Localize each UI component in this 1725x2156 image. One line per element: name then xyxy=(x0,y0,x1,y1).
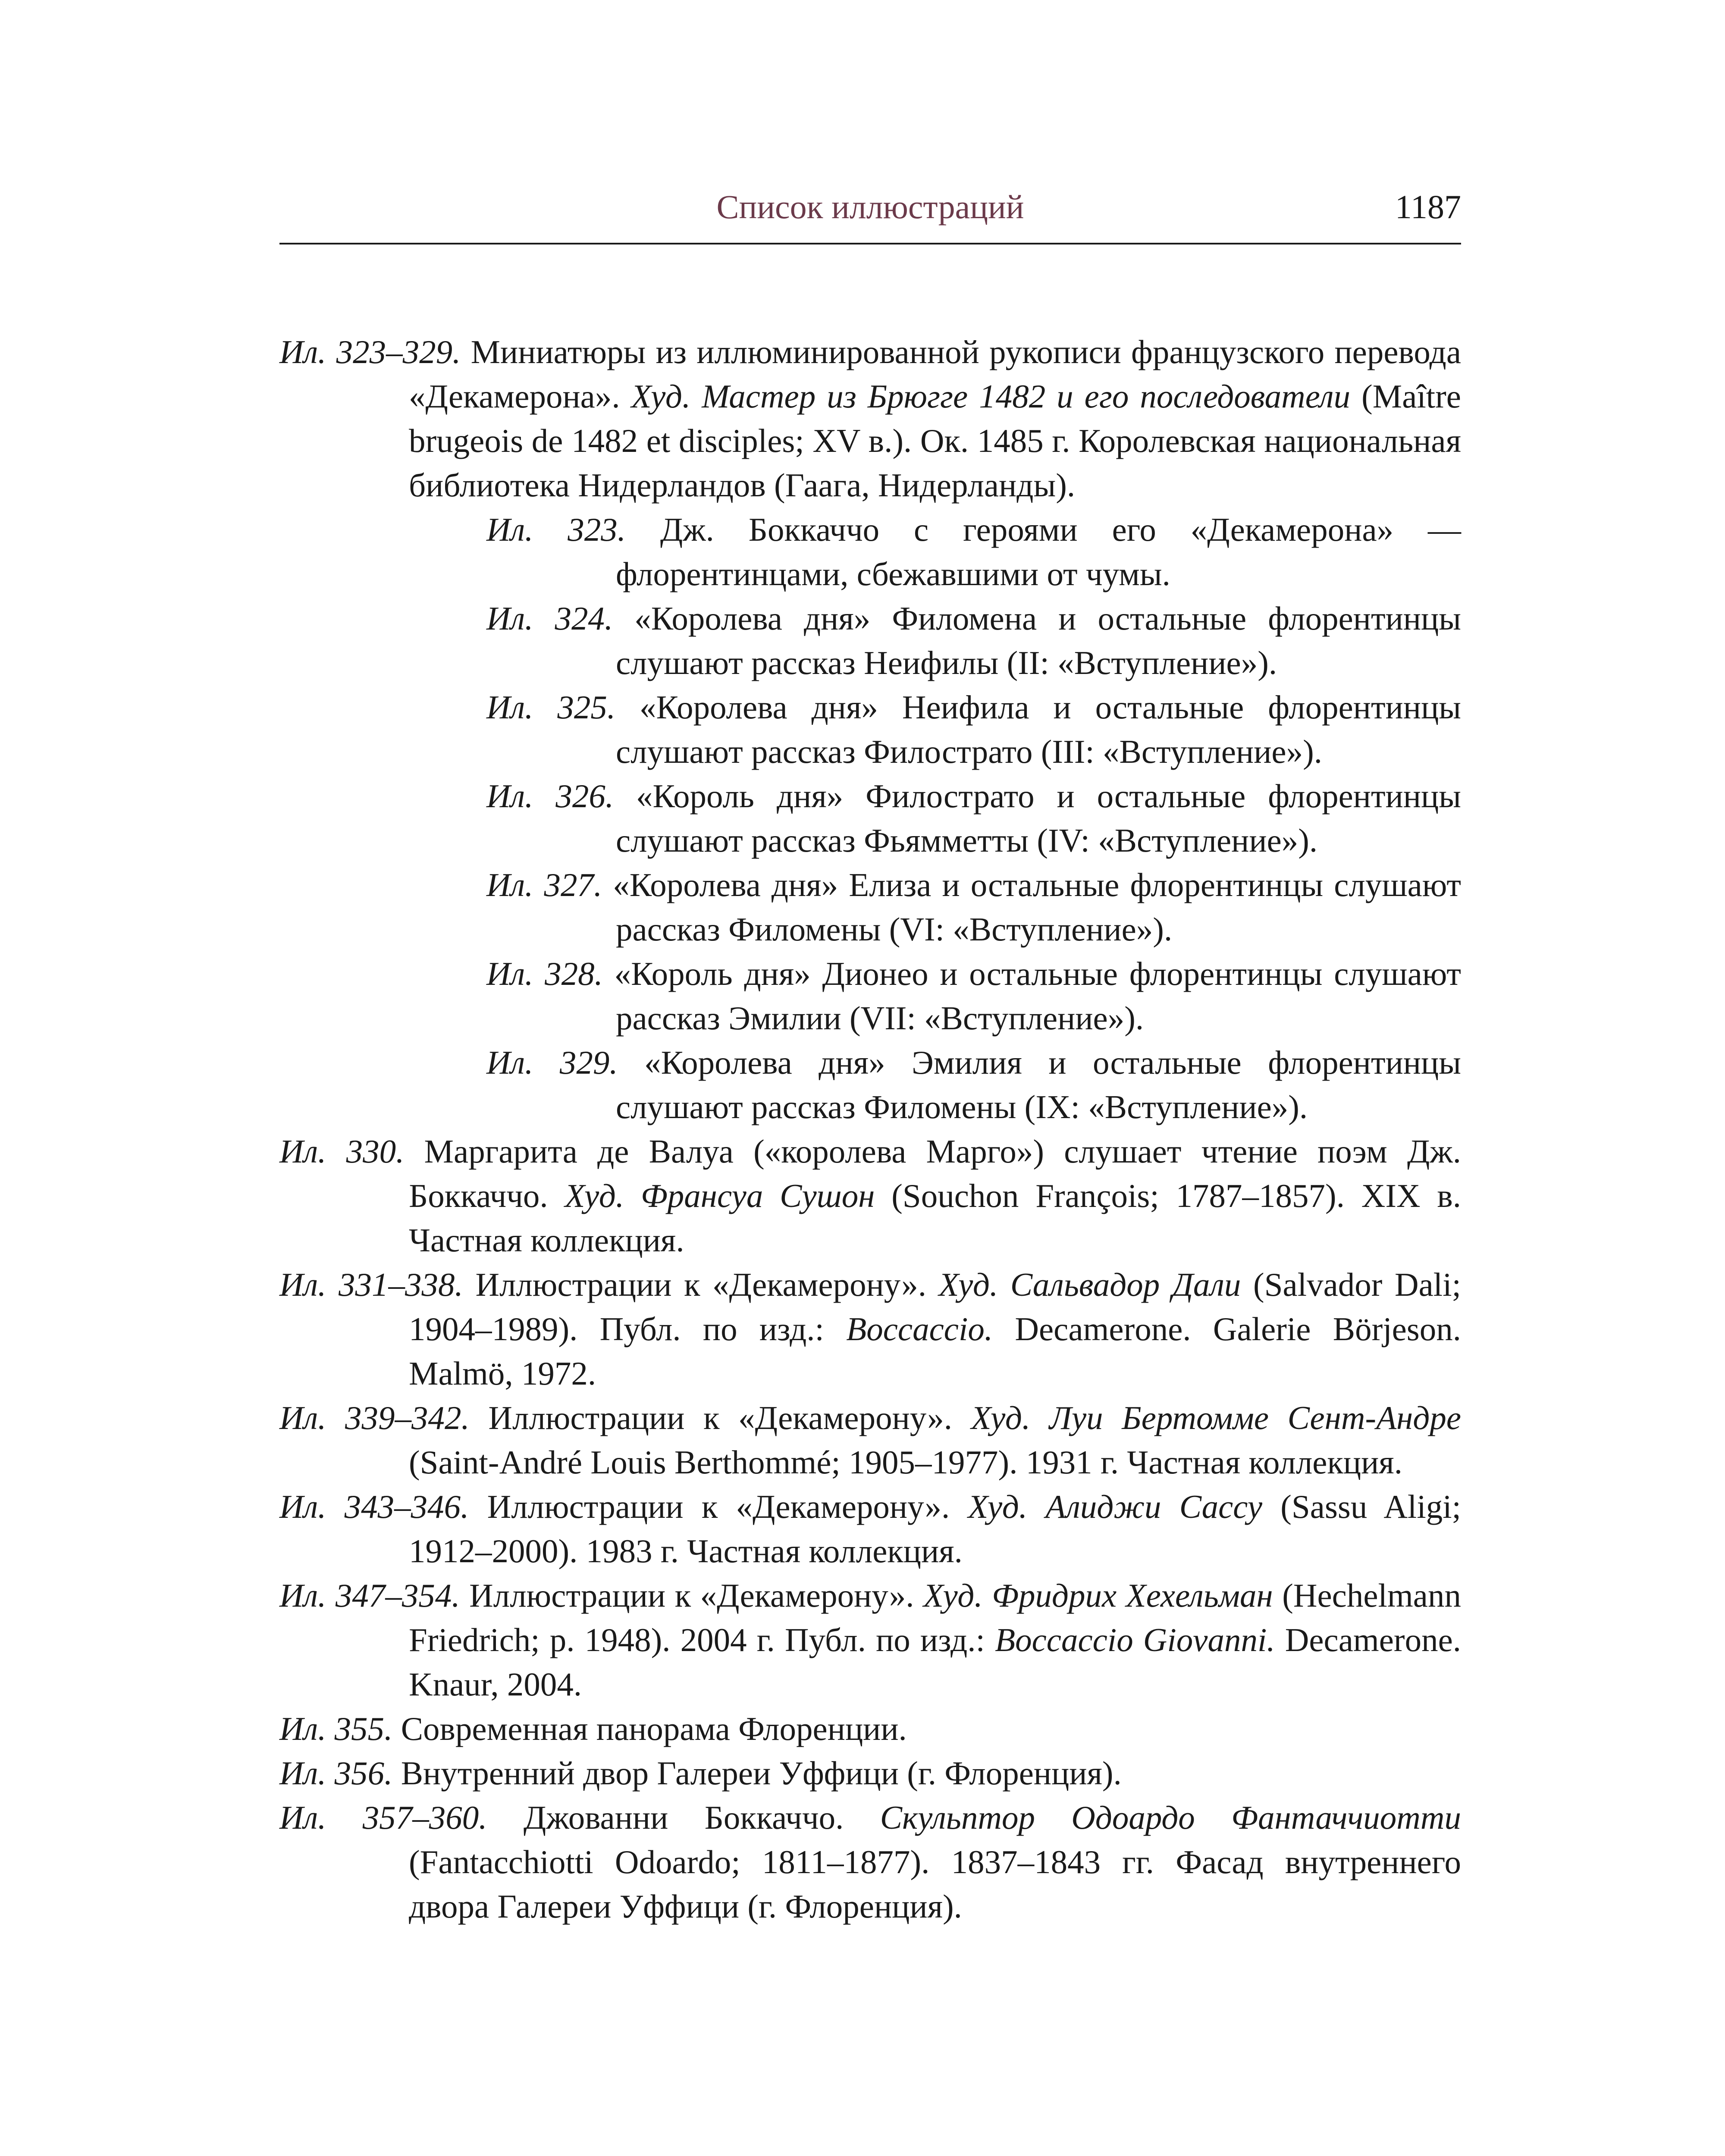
entry-text: Дж. Боккаччо с героями его «Декамерона» — флорентинцами, сбежавшими от чумы. xyxy=(616,511,1461,592)
artist-name: Скульптор Одоардо Фантаччиотти xyxy=(880,1799,1461,1836)
entry-text: (Maître brugeois de 1482 et disciples; XV в.). Ок. 1485 г. Королевская национальная библиотека Нидерландов (Гаага, Нидерланды). xyxy=(409,378,1461,504)
artist-name: Худ. Мастер из Брюгге 1482 и его последователи xyxy=(631,378,1351,415)
artist-name: Худ. Сальвадор Дали xyxy=(938,1266,1241,1303)
running-title: Список иллюстраций xyxy=(716,188,1024,226)
illustration-label: Ил. 325. xyxy=(486,689,616,726)
list-item xyxy=(279,1751,1461,1796)
sub-list-item xyxy=(486,1040,1461,1129)
illustration-label: Ил. 323–329. xyxy=(279,333,461,370)
entry-text: Decamerone. Knaur, 2004. xyxy=(409,1621,1462,1703)
list-item xyxy=(279,1263,1461,1396)
list-item xyxy=(279,1485,1461,1573)
page-number: 1187 xyxy=(1395,188,1461,226)
sub-list-item xyxy=(486,774,1461,863)
entry-text: (Hechelmann Friedrich; р. 1948). 2004 г. Публ. по изд.: xyxy=(409,1577,1461,1658)
header-rule xyxy=(279,243,1461,244)
illustration-label: Ил. 343–346. xyxy=(279,1488,469,1525)
artist-name: Худ. Алиджи Сассу xyxy=(968,1488,1263,1525)
illustration-label: Ил. 356. xyxy=(279,1755,393,1792)
illustration-label: Ил. 328. xyxy=(486,955,603,992)
entry-text: Decamerone. Galerie Börjeson. Malmö, 1972. xyxy=(409,1310,1462,1392)
entry-text: «Король дня» Дионео и остальные флорентинцы слушают рассказ Эмилии (VII: «Вступление»). xyxy=(602,955,1461,1037)
illustration-label: Ил. 355. xyxy=(279,1710,393,1747)
entry-text: «Королева дня» Филомена и остальные флорентинцы слушают рассказ Неифилы (II: «Вступление»). xyxy=(613,600,1462,681)
illustration-list xyxy=(279,330,1461,1929)
list-item xyxy=(279,1707,1461,1751)
entry-text: Иллюстрации к «Декамерону». xyxy=(460,1577,923,1614)
artist-name: Худ. Франсуа Сушон xyxy=(565,1177,875,1214)
entry-text: «Королева дня» Неифила и остальные флорентинцы слушают рассказ Филострато (III: «Вступление»). xyxy=(615,689,1462,770)
illustration-label: Ил. 323. xyxy=(486,511,626,548)
list-item xyxy=(279,1573,1461,1707)
illustration-label: Ил. 331–338. xyxy=(279,1266,463,1303)
source-author: Boccaccio. xyxy=(846,1310,993,1348)
illustration-label: Ил. 324. xyxy=(486,600,613,637)
entry-text: Маргарита де Валуа («королева Марго») слушает чтение поэм Дж. Боккаччо. xyxy=(404,1133,1461,1214)
sub-list-item xyxy=(486,508,1461,596)
entry-text: (Saint-André Louis Berthommé; 1905–1977). 1931 г. Частная коллекция. xyxy=(409,1444,1402,1481)
source-author: Boccaccio Giovanni. xyxy=(995,1621,1275,1658)
entry-text: Джованни Боккаччо. xyxy=(487,1799,880,1836)
entry-text: Иллюстрации к «Декамерону». xyxy=(469,1488,968,1525)
illustration-label: Ил. 329. xyxy=(486,1044,618,1081)
list-item xyxy=(279,1396,1461,1485)
illustration-label: Ил. 330. xyxy=(279,1133,405,1170)
entry-text: Современная панорама Флоренции. xyxy=(392,1710,907,1747)
entry-text: (Sassu Aligi; 1912–2000). 1983 г. Частная коллекция. xyxy=(409,1488,1462,1570)
illustration-label: Ил. 326. xyxy=(486,777,614,815)
illustration-label: Ил. 347–354. xyxy=(279,1577,460,1614)
list-item xyxy=(279,1796,1461,1929)
sub-list-item xyxy=(486,685,1461,774)
entry-text: «Королева дня» Елиза и остальные флорентинцы слушают рассказ Филомены (VI: «Вступление»). xyxy=(602,866,1462,948)
list-item xyxy=(279,330,1461,508)
entry-text: (Fantacchiotti Odoardo; 1811–1877). 1837–1843 гг. Фасад внутреннего двора Галереи Уффици (г. Флоренция). xyxy=(409,1843,1461,1925)
illustration-label: Ил. 327. xyxy=(486,866,602,903)
entry-text: Иллюстрации к «Декамерону». xyxy=(469,1399,971,1436)
illustration-label: Ил. 357–360. xyxy=(279,1799,487,1836)
entry-text: (Souchon François; 1787–1857). XIX в. Частная коллекция. xyxy=(409,1177,1461,1259)
artist-name: Худ. Фридрих Хехельман xyxy=(923,1577,1273,1614)
entry-text: Миниатюры из иллюминированной рукописи французского перевода «Декамерона». xyxy=(409,333,1461,415)
entry-text: «Королева дня» Эмилия и остальные флорентинцы слушают рассказ Филомены (IX: «Вступление»). xyxy=(616,1044,1461,1125)
list-item xyxy=(279,1129,1461,1263)
artist-name: Худ. Луи Бертомме Сент-Андре xyxy=(971,1399,1462,1436)
page-header xyxy=(279,183,1461,244)
entry-text: Иллюстрации к «Декамерону». xyxy=(463,1266,939,1303)
sub-list-item xyxy=(486,952,1461,1040)
sub-list-item xyxy=(486,596,1461,685)
entry-text: (Salvador Dali; 1904–1989). Публ. по изд.: xyxy=(409,1266,1461,1348)
entry-text: Внутренний двор Галереи Уффици (г. Флоренция). xyxy=(392,1755,1122,1792)
illustration-label: Ил. 339–342. xyxy=(279,1399,470,1436)
sub-list-item xyxy=(486,863,1461,952)
entry-text: «Король дня» Филострато и остальные флорентинцы слушают рассказ Фьямметты (IV: «Вступление»). xyxy=(614,777,1461,859)
